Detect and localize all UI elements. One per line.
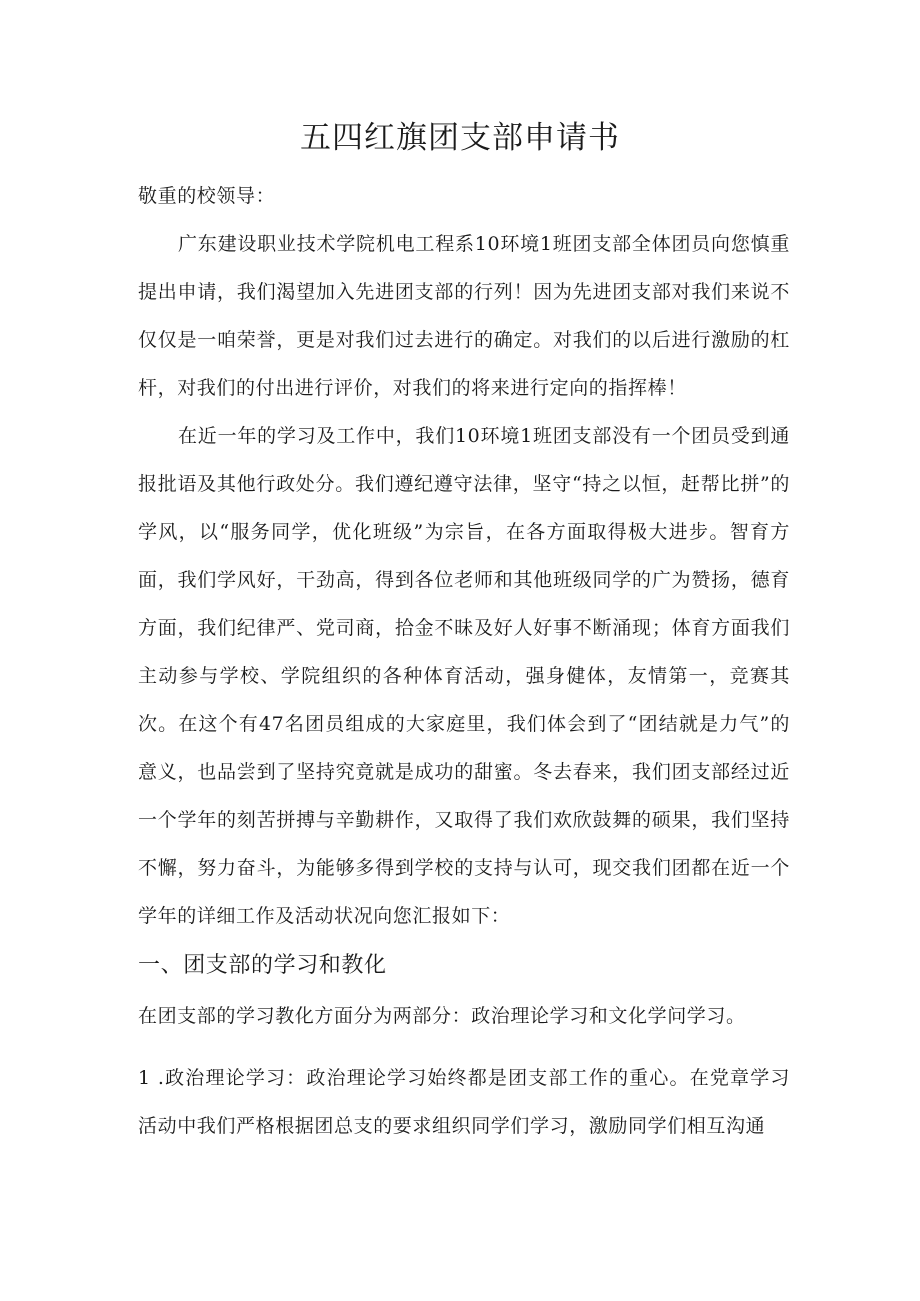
section-heading: 一、团支部的学习和教化 [138, 953, 387, 978]
document-body [138, 172, 790, 1150]
document-title: 五四红旗团支部申请书 [300, 120, 620, 156]
paragraph-achievements: 在近一年的学习及工作中，我们10环境1班团支部没有一个团员受到通报批语及其他行政处分。我们遵纪遵守法律，坚守“持之以恒，赶帮比拼”的学风，以“服务同学，优化班级”为宗旨，在各方面取得极大进步。智育方面，我们学风好，干劲高，得到各位老师和其他班级同学的广为赞扬，德育方面，我们纪律严、党司商，拾金不昧及好人好事不断涌现；体育方面我们主动参与学校、学院组织的各种体育活动，强身健体，友情第一，竞赛其次。在这个有47名团员组成的大家庭里，我们体会到了“团结就是力气”的意义，也品尝到了坚持究竟就是成功的甜蜜。冬去春来，我们团支部经过近一个学年的刻苦拼搏与辛勤耕作，又取得了我们欢欣鼓舞的硕果，我们坚持不懈，努力奋斗，为能够多得到学校的支持与认可，现交我们团都在近一个学年的详细工作及活动状况向您汇报如下： [138, 425, 790, 927]
salutation: 敬重的校领导： [138, 185, 276, 207]
section-intro: 在团支部的学习教化方面分为两部分：政治理论学习和文化学问学习。 [138, 1005, 746, 1027]
list-item-political-study: 1 .政治理论学习：政治理论学习始终都是团支部工作的重心。在党章学习活动中我们严格根据团总支的要求组织同学们学习，激励同学们相互沟通 [138, 1067, 790, 1137]
paragraph-application: 广东建设职业技术学院机电工程系10环境1班团支部全体团员向您慎重提出申请，我们渴望加入先进团支部的行列！因为先进团支部对我们来说不仅仅是一咱荣誉，更是对我们过去进行的确定。对我们的以后进行激励的杠杆，对我们的付出进行评价，对我们的将来进行定向的指挥棒！ [138, 233, 790, 399]
